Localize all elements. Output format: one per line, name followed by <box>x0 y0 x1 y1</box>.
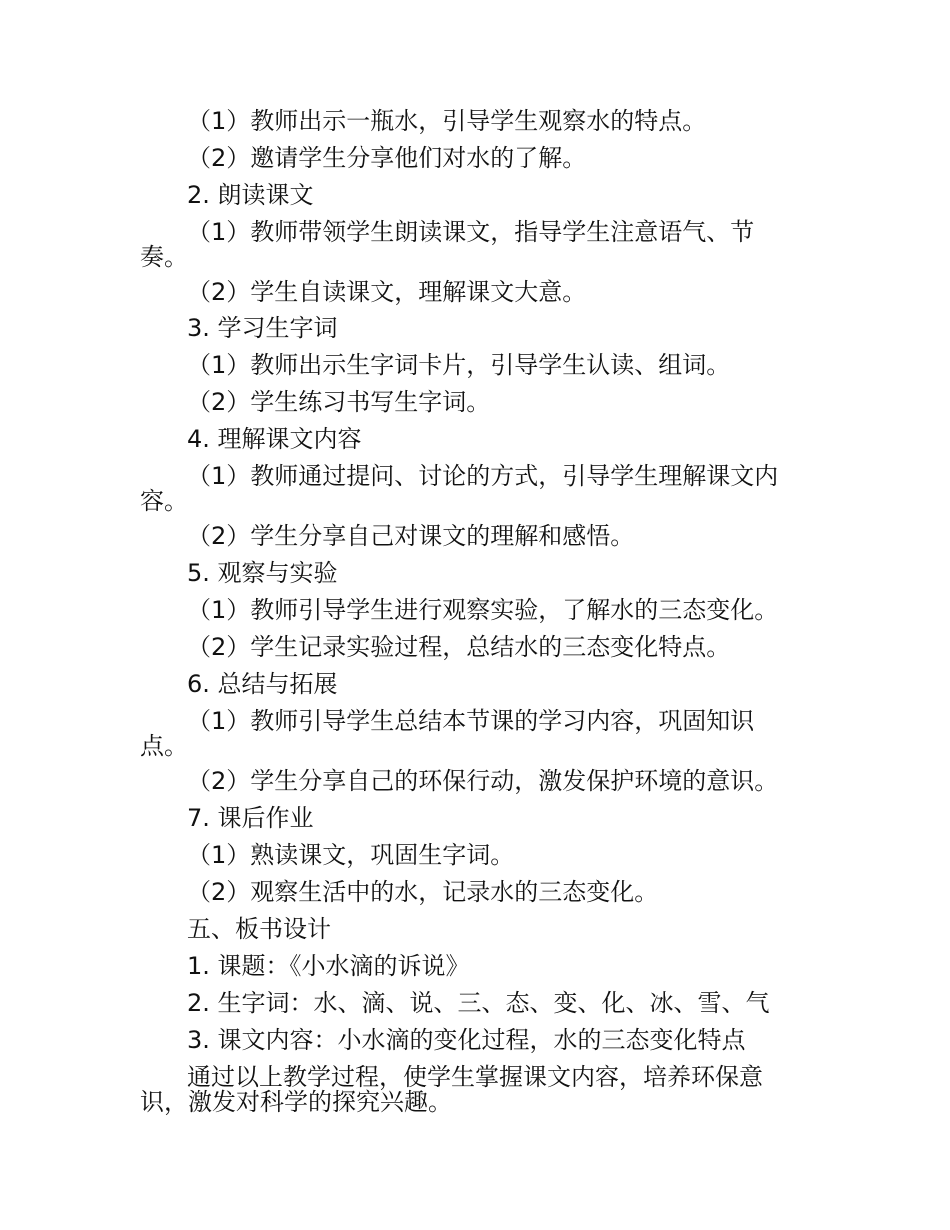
section-heading: 2. 朗读课文 <box>187 181 314 209</box>
text-line-continuation: 奏。 <box>140 243 188 271</box>
closing-paragraph-continuation: 识，激发对科学的探究兴趣。 <box>140 1088 452 1116</box>
text-line: （2）观察生活中的水，记录水的三态变化。 <box>187 878 659 906</box>
text-line: （2）邀请学生分享他们对水的了解。 <box>187 144 587 172</box>
text-line: （1）熟读课文，巩固生字词。 <box>187 841 515 869</box>
section-heading: 3. 学习生字词 <box>187 314 338 342</box>
section-heading: 5. 观察与实验 <box>187 559 338 587</box>
text-line: （1）教师引导学生总结本节课的学习内容，巩固知识 <box>187 707 755 735</box>
section-heading: 4. 理解课文内容 <box>187 425 362 453</box>
text-line: 2. 生字词：水、滴、说、三、态、变、化、冰、雪、气 <box>187 989 770 1017</box>
text-line: （1）教师引导学生进行观察实验，了解水的三态变化。 <box>187 596 779 624</box>
text-line: 3. 课文内容：小水滴的变化过程，水的三态变化特点 <box>187 1026 746 1054</box>
text-line: （2）学生练习书写生字词。 <box>187 388 491 416</box>
section-heading: 7. 课后作业 <box>187 804 314 832</box>
closing-paragraph-line: 通过以上教学过程，使学生掌握课文内容，培养环保意 <box>187 1063 763 1091</box>
text-line: （2）学生自读课文，理解课文大意。 <box>187 278 587 306</box>
section-heading: 五、板书设计 <box>187 915 331 943</box>
text-line: （1）教师通过提问、讨论的方式，引导学生理解课文内 <box>187 462 779 490</box>
text-line: （2）学生分享自己的环保行动，激发保护环境的意识。 <box>187 767 779 795</box>
text-line: （1）教师出示一瓶水，引导学生观察水的特点。 <box>187 107 707 135</box>
section-heading: 6. 总结与拓展 <box>187 670 338 698</box>
text-line: （2）学生分享自己对课文的理解和感悟。 <box>187 522 635 550</box>
text-line-continuation: 容。 <box>140 487 188 515</box>
text-line: 1. 课题：《小水滴的诉说》 <box>187 952 470 980</box>
text-line: （1）教师带领学生朗读课文，指导学生注意语气、节 <box>187 218 755 246</box>
text-line: （2）学生记录实验过程，总结水的三态变化特点。 <box>187 633 731 661</box>
text-line: （1）教师出示生字词卡片，引导学生认读、组词。 <box>187 351 731 379</box>
text-line-continuation: 点。 <box>140 732 188 760</box>
